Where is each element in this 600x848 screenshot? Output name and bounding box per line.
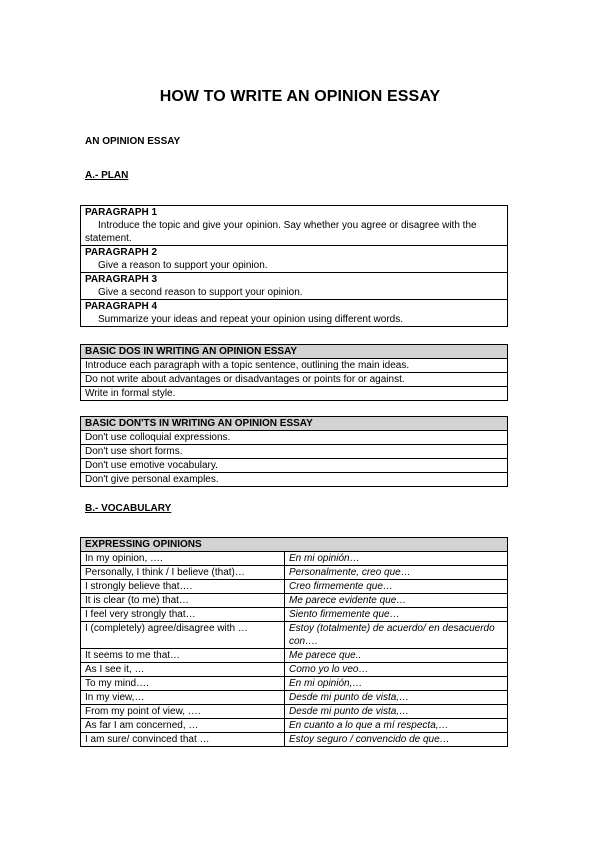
- plan-cell: [81, 273, 508, 300]
- table-row: [81, 649, 508, 663]
- plan-cell: [81, 206, 508, 246]
- table-row: [81, 359, 508, 373]
- vocab-english: It seems to me that…: [81, 649, 285, 663]
- table-row: [81, 719, 508, 733]
- section-a-heading: A.- PLAN: [85, 170, 129, 181]
- dos-item: Write in formal style.: [81, 387, 508, 401]
- vocab-english: In my opinion, ….: [81, 552, 285, 566]
- table-row: [81, 206, 508, 246]
- paragraph-text: Give a reason to support your opinion.: [98, 260, 268, 271]
- vocab-english: I (completely) agree/disagree with …: [81, 622, 285, 649]
- donts-item: Don't use short forms.: [81, 445, 508, 459]
- paragraph-text: Summarize your ideas and repeat your opinion using different words.: [98, 314, 403, 325]
- vocab-spanish: Desde mi punto de vista,…: [285, 705, 508, 719]
- vocab-english: It is clear (to me) that…: [81, 594, 285, 608]
- table-header-row: [81, 538, 508, 552]
- table-row: [81, 445, 508, 459]
- table-row: [81, 622, 508, 649]
- paragraph-heading: PARAGRAPH 3: [85, 274, 158, 285]
- vocab-table: [80, 537, 508, 747]
- paragraph-heading: PARAGRAPH 1: [85, 207, 158, 218]
- dos-item: Do not write about advantages or disadvantages or points for or against.: [81, 373, 508, 387]
- table-row: [81, 273, 508, 300]
- table-row: [81, 705, 508, 719]
- vocab-english: In my view,…: [81, 691, 285, 705]
- vocab-english: I feel very strongly that…: [81, 608, 285, 622]
- table-row: [81, 733, 508, 747]
- donts-table: [80, 416, 508, 487]
- vocab-spanish: Como yo lo veo…: [285, 663, 508, 677]
- donts-header: BASIC DON'TS IN WRITING AN OPINION ESSAY: [81, 417, 508, 431]
- table-row: [81, 387, 508, 401]
- vocab-english: As far I am concerned, …: [81, 719, 285, 733]
- subheading: AN OPINION ESSAY: [85, 136, 181, 147]
- paragraph-text: Give a second reason to support your opinion.: [98, 287, 303, 298]
- vocab-spanish: Personalmente, creo que…: [285, 566, 508, 580]
- paragraph-heading: PARAGRAPH 2: [85, 247, 158, 258]
- donts-item: Don't use emotive vocabulary.: [81, 459, 508, 473]
- vocab-spanish: En cuanto a lo que a mí respecta,…: [285, 719, 508, 733]
- vocab-spanish: Estoy (totalmente) de acuerdo/ en desacuerdo con….: [285, 622, 508, 649]
- table-row: [81, 431, 508, 445]
- table-row: [81, 677, 508, 691]
- table-row: [81, 608, 508, 622]
- vocab-english: I strongly believe that….: [81, 580, 285, 594]
- table-row: [81, 663, 508, 677]
- vocab-spanish: Me parece evidente que…: [285, 594, 508, 608]
- table-header-row: [81, 345, 508, 359]
- table-header-row: [81, 417, 508, 431]
- donts-item: Don't give personal examples.: [81, 473, 508, 487]
- dos-header: BASIC DOS IN WRITING AN OPINION ESSAY: [81, 345, 508, 359]
- vocab-spanish: Creo firmemente que…: [285, 580, 508, 594]
- vocab-english: Personally, I think / I believe (that)…: [81, 566, 285, 580]
- table-row: [81, 594, 508, 608]
- section-b-heading: B.- VOCABULARY: [85, 503, 172, 514]
- table-row: [81, 459, 508, 473]
- page-title: HOW TO WRITE AN OPINION ESSAY: [159, 88, 441, 105]
- table-row: [81, 300, 508, 327]
- paragraph-text: Introduce the topic and give your opinion. Say whether you agree or disagree with the statement.: [85, 220, 477, 244]
- paragraph-heading: PARAGRAPH 4: [85, 301, 158, 312]
- vocab-header: EXPRESSING OPINIONS: [81, 538, 508, 552]
- table-row: [81, 566, 508, 580]
- plan-cell: [81, 246, 508, 273]
- plan-cell: [81, 300, 508, 327]
- vocab-spanish: Siento firmemente que…: [285, 608, 508, 622]
- dos-table: [80, 344, 508, 401]
- plan-table: [80, 205, 508, 327]
- table-row: [81, 373, 508, 387]
- vocab-english: To my mind….: [81, 677, 285, 691]
- vocab-english: As I see it, …: [81, 663, 285, 677]
- vocab-spanish: Me parece que..: [285, 649, 508, 663]
- table-row: [81, 246, 508, 273]
- table-row: [81, 552, 508, 566]
- vocab-spanish: En mi opinión…: [285, 552, 508, 566]
- vocab-spanish: Desde mi punto de vista,…: [285, 691, 508, 705]
- vocab-spanish: Estoy seguro / convencido de que…: [285, 733, 508, 747]
- vocab-english: I am sure/ convinced that …: [81, 733, 285, 747]
- table-row: [81, 473, 508, 487]
- vocab-english: From my point of view, ….: [81, 705, 285, 719]
- dos-item: Introduce each paragraph with a topic sentence, outlining the main ideas.: [81, 359, 508, 373]
- table-row: [81, 691, 508, 705]
- table-row: [81, 580, 508, 594]
- vocab-spanish: En mi opinión,…: [285, 677, 508, 691]
- donts-item: Don't use colloquial expressions.: [81, 431, 508, 445]
